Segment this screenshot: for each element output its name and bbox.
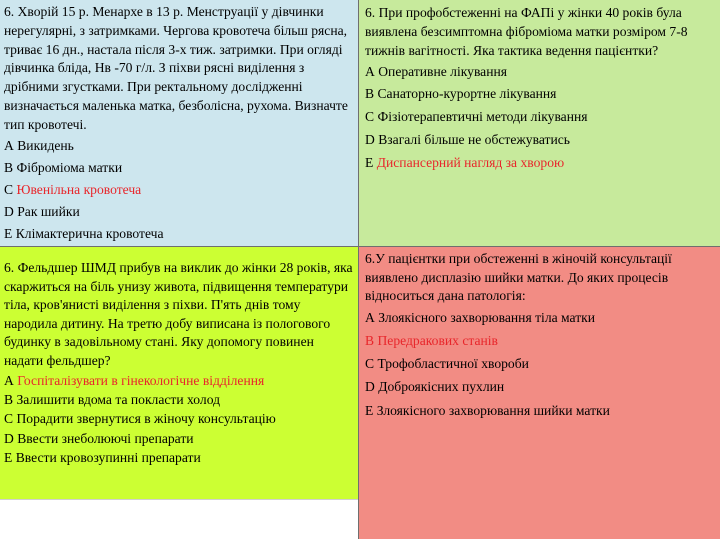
option-letter: С xyxy=(365,109,375,125)
question-4-option-e xyxy=(365,399,716,422)
question-3-text: 6. Фельдшер ШМД прибув на виклик до жінки 28 років, яка скаржиться на біль унизу живота, підвищення температури тіла, кров'янисті виділення з піхви. П'ять днів тому народила дитину. На третю добу виписана із пологового будинку в задовільному стані. Яку допомогу повинен надати фельдшер? xyxy=(4,260,353,368)
question-2-option-a xyxy=(365,61,716,84)
question-1-option-a xyxy=(4,135,354,157)
option-text: Взагалі більше не обстежуватись xyxy=(378,132,570,147)
question-card-4 xyxy=(359,247,720,539)
option-letter: А xyxy=(365,309,375,325)
option-letter: А xyxy=(4,137,14,153)
question-3-option-e xyxy=(4,448,354,467)
question-2-option-e xyxy=(365,152,716,175)
question-2-option-d xyxy=(365,129,716,152)
horizontal-divider xyxy=(0,246,720,247)
question-1-option-e xyxy=(4,223,354,245)
correct-answer-text: Госпіталізувати в гінекологічне відділення xyxy=(17,372,265,388)
option-text: Порадити звернутися в жіночу консультацію xyxy=(16,411,276,427)
question-3-option-b xyxy=(4,390,354,409)
question-4-option-d xyxy=(365,375,716,398)
question-1-options xyxy=(4,135,354,246)
blank-area xyxy=(0,499,358,539)
option-text: Ввести знеболюючі препарати xyxy=(17,430,194,446)
option-text: Злоякісного захворювання тіла матки xyxy=(378,309,596,325)
question-3-options xyxy=(4,371,354,468)
option-letter: В xyxy=(365,332,375,348)
question-3-option-a xyxy=(4,371,354,390)
question-4-option-a xyxy=(365,306,716,329)
option-text: Фіброміома матки xyxy=(16,159,123,175)
option-text: Трофобластичної хвороби xyxy=(377,356,529,372)
question-3-option-c xyxy=(4,409,354,428)
option-letter: С xyxy=(4,181,14,197)
option-letter: Е xyxy=(365,154,374,170)
option-letter: D xyxy=(4,204,14,220)
correct-answer-text: Передракових станів xyxy=(377,332,498,348)
option-text: Рак шийки xyxy=(17,204,80,220)
question-4-option-c xyxy=(365,352,716,375)
option-text: Доброякісних пухлин xyxy=(378,379,505,395)
option-letter: А xyxy=(365,63,375,79)
question-card-3 xyxy=(0,247,358,499)
correct-answer-text: Диспансерний нагляд за хворою xyxy=(376,154,565,170)
question-4-text: 6.У пацієнтки при обстеженні в жіночій консультації виявлено дисплазію шийки матки. До яких процесів відноситься дана патологія: xyxy=(365,251,672,304)
question-card-1 xyxy=(0,0,358,246)
question-2-option-b xyxy=(365,83,716,106)
option-letter: D xyxy=(365,379,375,395)
question-1-text: 6. Хворій 15 р. Менархе в 13 р. Менструації у дівчинки нерегулярні, з затримками. Чергова кровотеча більш рясна, триває 16 дн., настала після 3-х тиж. затримки. При огляді дівчинка бліда, Нв -70 г/л. З піхви рясні виділення з дрібними згустками. При ректальному дослідженні визначається маленька матка, безболісна, рухома. Визначте тип кровотечі. xyxy=(4,4,348,132)
option-text: Злоякісного захворювання шийки матки xyxy=(376,402,610,418)
option-letter: В xyxy=(4,159,14,175)
option-letter: Е xyxy=(365,402,374,418)
question-3-option-d xyxy=(4,429,354,448)
option-letter: С xyxy=(4,411,14,427)
option-text: Фізіотерапевтичні методи лікування xyxy=(377,109,588,125)
question-card-2 xyxy=(359,0,720,246)
option-text: Клімактерична кровотеча xyxy=(15,226,164,242)
correct-answer-text: Ювенільна кровотеча xyxy=(16,181,142,197)
question-2-option-c xyxy=(365,106,716,129)
option-text: Оперативне лікування xyxy=(378,63,508,79)
option-letter: D xyxy=(365,132,375,147)
question-1-option-c xyxy=(4,179,354,201)
option-text: Санаторно-курортне лікування xyxy=(377,86,557,102)
question-4-option-b xyxy=(365,329,716,352)
option-text: Викидень xyxy=(17,137,74,153)
option-letter: В xyxy=(4,391,14,407)
option-letter: С xyxy=(365,356,375,372)
option-text: Залишити вдома та покласти холод xyxy=(16,391,221,407)
question-1-option-d xyxy=(4,201,354,223)
question-4-options xyxy=(365,306,716,422)
option-letter: В xyxy=(365,86,375,102)
question-2-options xyxy=(365,61,716,175)
question-1-option-b xyxy=(4,157,354,179)
option-letter: D xyxy=(4,430,14,446)
option-letter: Е xyxy=(4,226,13,242)
option-letter: Е xyxy=(4,450,13,466)
vertical-divider xyxy=(358,0,359,539)
question-2-text: 6. При профобстеженні на ФАПі у жінки 40 років була виявлена безсимптомна фіброміома матки розміром 7-8 тижнів вагітності. Яка тактика ведення пацієнтки? xyxy=(365,5,688,59)
option-letter: А xyxy=(4,372,14,388)
option-text: Ввести кровозупинні препарати xyxy=(15,450,201,466)
